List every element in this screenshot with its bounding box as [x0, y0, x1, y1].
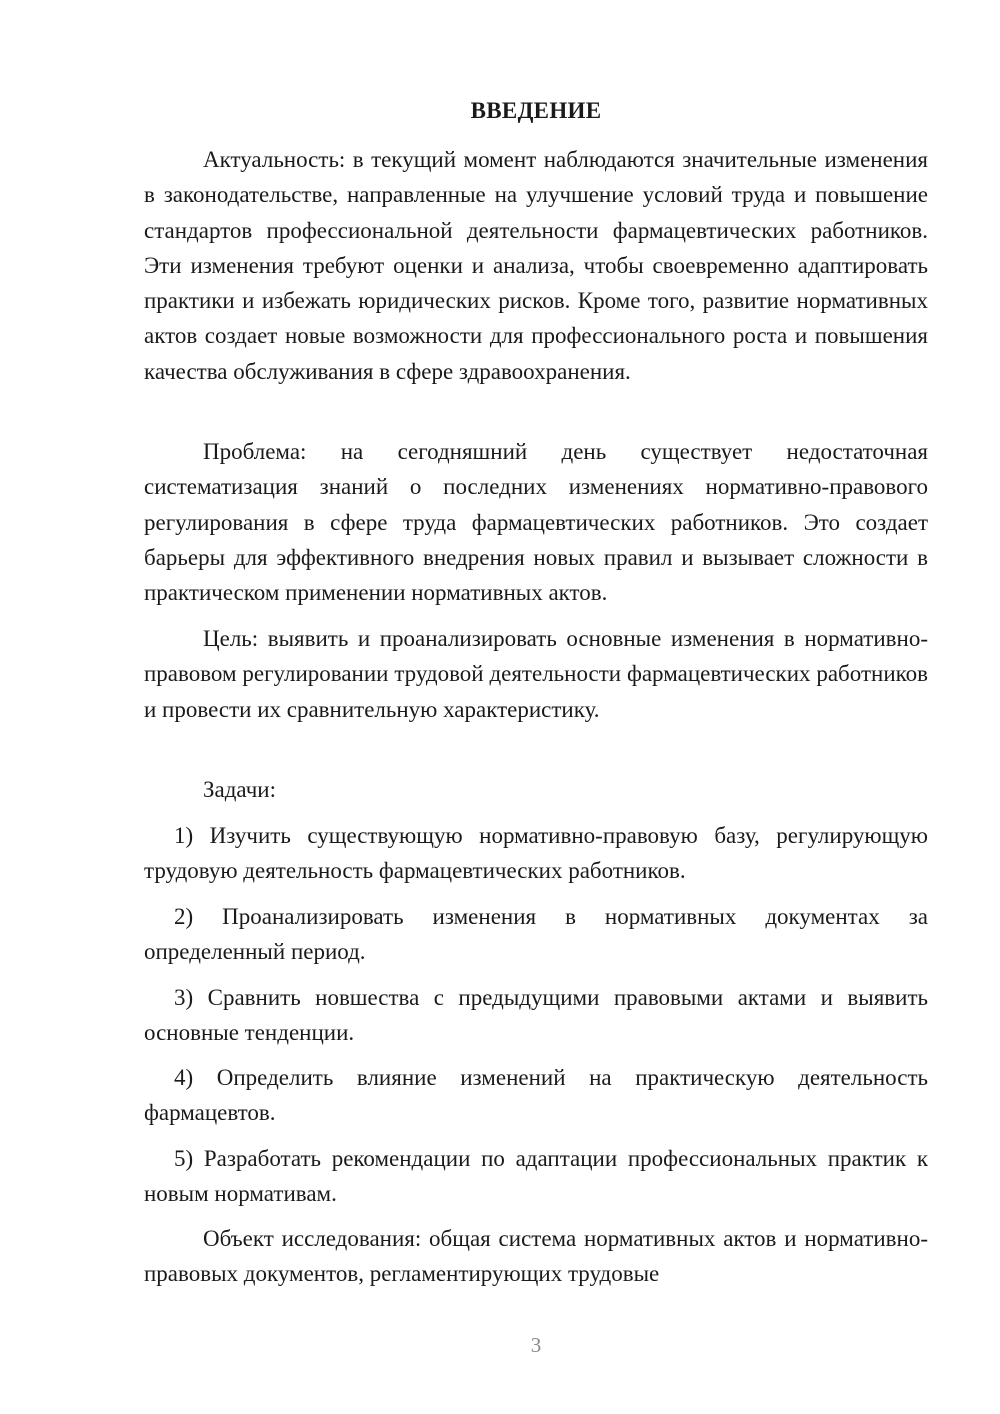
task-item-1: 1) Изучить существующую нормативно-правовую базу, регулирующую трудовую деятельность фармацевтических работников. [144, 823, 928, 884]
page-number: 3 [530, 1333, 542, 1357]
task-item-2: 2) Проанализировать изменения в нормативных документах за определенный период. [144, 904, 928, 965]
paragraph-goal: Цель: выявить и проанализировать основные изменения в нормативно-правовом регулировании трудовой деятельности фармацевтических работников и провести их сравнительную характеристику. [144, 626, 928, 722]
task-item-4: 4) Определить влияние изменений на практическую деятельность фармацевтов. [144, 1065, 928, 1126]
paragraph-problem: Проблема: на сегодняшний день существует недостаточная систематизация знаний о последних изменениях нормативно-правового регулирования в сфере труда фармацевтических работников. Это создает барьеры для эффективного внедрения новых правил и вызывает сложности в практическом применении нормативных актов. [144, 439, 928, 606]
task-item-5: 5) Разработать рекомендации по адаптации профессиональных практик к новым нормативам. [144, 1146, 928, 1207]
task-item-3: 3) Сравнить новшества с предыдущими правовыми актами и выявить основные тенденции. [144, 985, 928, 1046]
paragraph-object: Объект исследования: общая система нормативных актов и нормативно-правовых документов, регламентирующих трудовые [144, 1226, 928, 1287]
tasks-heading: Задачи: [203, 777, 276, 802]
paragraph-relevance: Актуальность: в текущий момент наблюдаются значительные изменения в законодательстве, направленные на улучшение условий труда и повышение стандартов профессиональной деятельности фармацевтических работников. Эти изменения требуют оценки и анализа, чтобы своевременно адаптировать практики и избежать юридических рисков. Кроме того, развитие нормативных актов создает новые возможности для профессионального роста и повышения качества обслуживания в сфере здравоохранения. [144, 147, 928, 384]
section-title: ВВЕДЕНИЕ [470, 98, 602, 123]
